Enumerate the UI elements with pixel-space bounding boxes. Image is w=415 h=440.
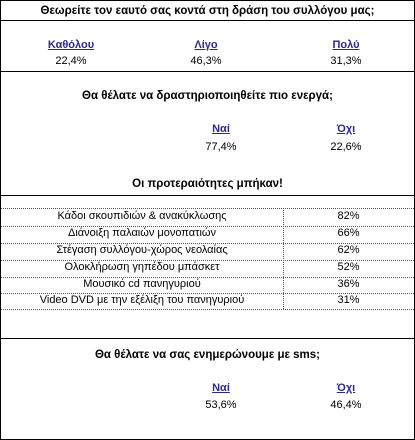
priority-label: Κάδοι σκουπιδιών & ανακύκλωσης [57,210,227,222]
row-divider [1,309,414,310]
row-divider [1,208,414,209]
q2-value-no: 22,6% [330,141,362,153]
q2-title: Θα θέλατε να δραστηριοποιηθείτε πιο ενεργά; [82,90,333,102]
priority-row [1,244,414,260]
priority-label: Μουσικό cd πανηγυριού [83,278,201,290]
q2-header-yes: Ναί [212,123,230,135]
priority-value: 62% [337,244,360,256]
priority-row [1,278,414,294]
q4-value-no: 46,4% [330,399,362,411]
divider [1,20,414,21]
priority-label: Διάνοιξη παλαιών μονοπατιών [68,227,216,239]
priority-row [1,261,414,277]
q4-header-yes: Ναί [212,382,230,394]
priority-row [1,294,414,310]
q1-header-much: Πολύ [332,39,360,51]
q3-title: Οι προτεραιότητες μπήκαν! [132,178,283,190]
priority-row [1,227,414,243]
q1-header-little: Λίγο [194,39,218,51]
priority-value: 82% [337,210,360,222]
divider [1,338,414,339]
divider [1,195,414,196]
priority-value: 52% [337,261,360,273]
priority-label: Video DVD με την εξέλιξη του πανηγυριού [39,294,245,306]
priority-label: Στέγαση συλλόγου-χώρος νεολαίας [56,244,228,256]
q1-value-much: 31,3% [330,55,362,67]
q1-header-none: Καθόλου [47,39,95,51]
q2-header-no: Όχι [336,123,356,135]
q1-value-none: 22,4% [55,55,87,67]
q4-value-yes: 53,6% [205,399,237,411]
priority-value: 36% [337,278,360,290]
priority-row [1,210,414,226]
priority-value: 66% [337,227,360,239]
q1-value-little: 46,3% [190,55,222,67]
divider [1,71,414,72]
priority-value: 31% [337,294,360,306]
q2-value-yes: 77,4% [205,141,237,153]
q4-header-no: Όχι [336,382,356,394]
q1-title: Θεωρείτε τον εαυτό σας κοντά στη δράση του συλλόγου μας; [40,5,375,17]
priority-label: Ολοκλήρωση γηπέδου μπάσκετ [64,261,220,273]
q4-title: Θα θέλατε να σας ενημερώνουμε με sms; [94,349,321,361]
